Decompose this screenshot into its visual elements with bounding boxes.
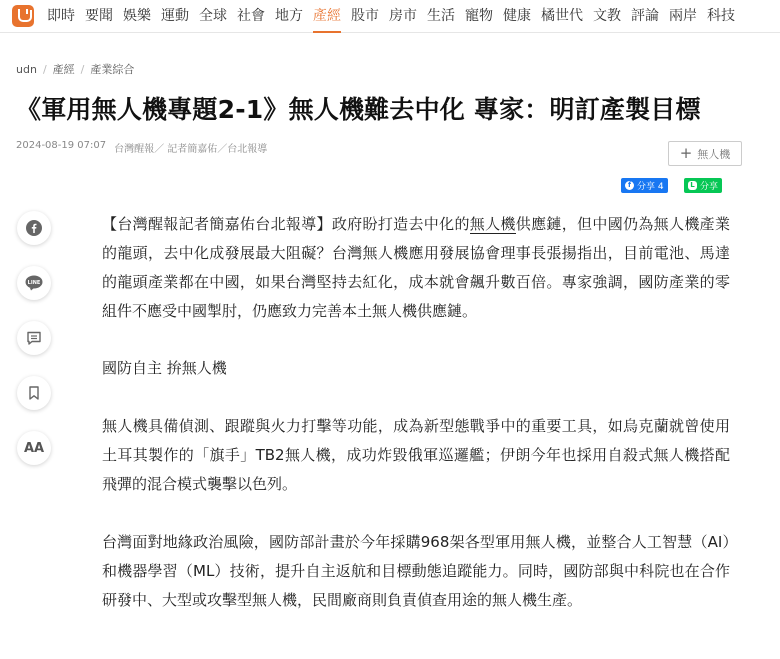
font-size-icon: AA [23,440,45,456]
nav-item[interactable]: 橘世代 [541,7,583,24]
nav-item[interactable]: 運動 [161,7,189,24]
nav-item[interactable]: 文教 [593,7,621,24]
article-title: 《軍用無人機專題2-1》無人機難去中化 專家：明訂產製目標 [16,95,701,124]
article-paragraph: 台灣面對地緣政治風險，國防部計畫於今年採購968架各型軍用無人機，並整合人工智慧（AI）和機器學習（ML）技術，提升自主返航和目標動態追蹤能力。同時，國防部與中科院也在合作研發中、大型或攻擊型無人機，民間廠商則負責偵查用途的無人機生產。 [102,533,730,609]
nav-item[interactable]: 評論 [631,7,659,24]
nav-item[interactable]: 兩岸 [669,7,697,24]
paragraph-text: 【台灣醒報記者簡嘉佑台北報導】政府盼打造去中化的 [102,215,470,233]
line-icon [25,275,43,291]
plus-icon: + [679,144,693,162]
line-share-button[interactable] [684,178,722,193]
nav-item[interactable]: 生活 [427,7,455,24]
font-size-sidetool-button[interactable] [17,431,51,465]
facebook-icon: f [625,181,634,190]
article-body [102,210,730,644]
facebook-icon [26,220,42,236]
nav-item[interactable]: 健康 [503,7,531,24]
nav-item[interactable]: 科技 [707,7,735,24]
article-subheading: 國防自主 拚無人機 [102,359,227,377]
nav-item[interactable]: 即時 [47,7,75,24]
breadcrumb [16,61,134,77]
nav-item[interactable]: 寵物 [465,7,493,24]
facebook-sidetool-button[interactable] [17,211,51,245]
article-source[interactable]: 台灣醒報／ 記者簡嘉佑／台北報導 [114,144,268,155]
article-meta [16,140,267,155]
svg-text:LINE: LINE [27,280,41,286]
article-tag-link[interactable]: 無人機 [469,215,516,233]
bookmark-sidetool-button[interactable] [17,376,51,410]
breadcrumb-subcategory[interactable]: 產業綜合 [90,63,135,76]
breadcrumb-category[interactable]: 產經 [52,63,75,76]
facebook-share-button[interactable] [621,178,668,193]
follow-tag-button[interactable] [668,141,742,166]
line-sidetool-button[interactable] [17,266,51,300]
breadcrumb-separator: / [42,62,47,76]
nav-item[interactable]: 要聞 [85,7,113,24]
article-datetime: 2024-08-19 07:07 [16,140,107,151]
nav-item[interactable]: 股市 [351,7,379,24]
comment-icon [26,330,42,346]
article-paragraph: 無人機具備偵測、跟蹤與火力打擊等功能，成為新型態戰爭中的重要工具，如烏克蘭就曾使用土耳其製作的「旗手」TB2無人機，成功炸毀俄軍巡邏艦；伊朗今年也採用自殺式無人機搭配飛彈的混合模式襲擊以色列。 [102,417,730,493]
paragraph-text: 供應鏈，但中國仍為無人機產業的龍頭，去中化成發展最大阻礙？台灣無人機應用發展協會理事長張揚指出，目前電池、馬達的龍頭產業都在中國，如果台灣堅持去紅化，成本就會飆升數百倍。專家強調，國防產業的零組件不應受中國掣肘，仍應致力完善本土無人機供應鏈。 [102,215,730,320]
nav-item[interactable]: 產經 [308,0,346,33]
breadcrumb-home[interactable]: udn [16,62,37,76]
breadcrumb-separator: / [80,62,85,76]
nav-item[interactable]: 全球 [199,7,227,24]
nav-list [42,0,740,33]
udn-logo[interactable] [12,5,34,27]
bookmark-icon [27,385,41,401]
facebook-share-label: 分享 4 [637,182,664,192]
nav-item[interactable]: 娛樂 [123,7,151,24]
nav-item[interactable]: 地方 [275,7,303,24]
top-navigation [0,0,780,33]
nav-item[interactable]: 房市 [389,7,417,24]
nav-item[interactable]: 社會 [237,7,265,24]
comment-sidetool-button[interactable] [17,321,51,355]
article-paragraph [102,210,730,326]
line-icon: L [688,181,697,190]
line-share-label: 分享 [700,182,719,192]
follow-tag-label: 無人機 [697,147,731,161]
